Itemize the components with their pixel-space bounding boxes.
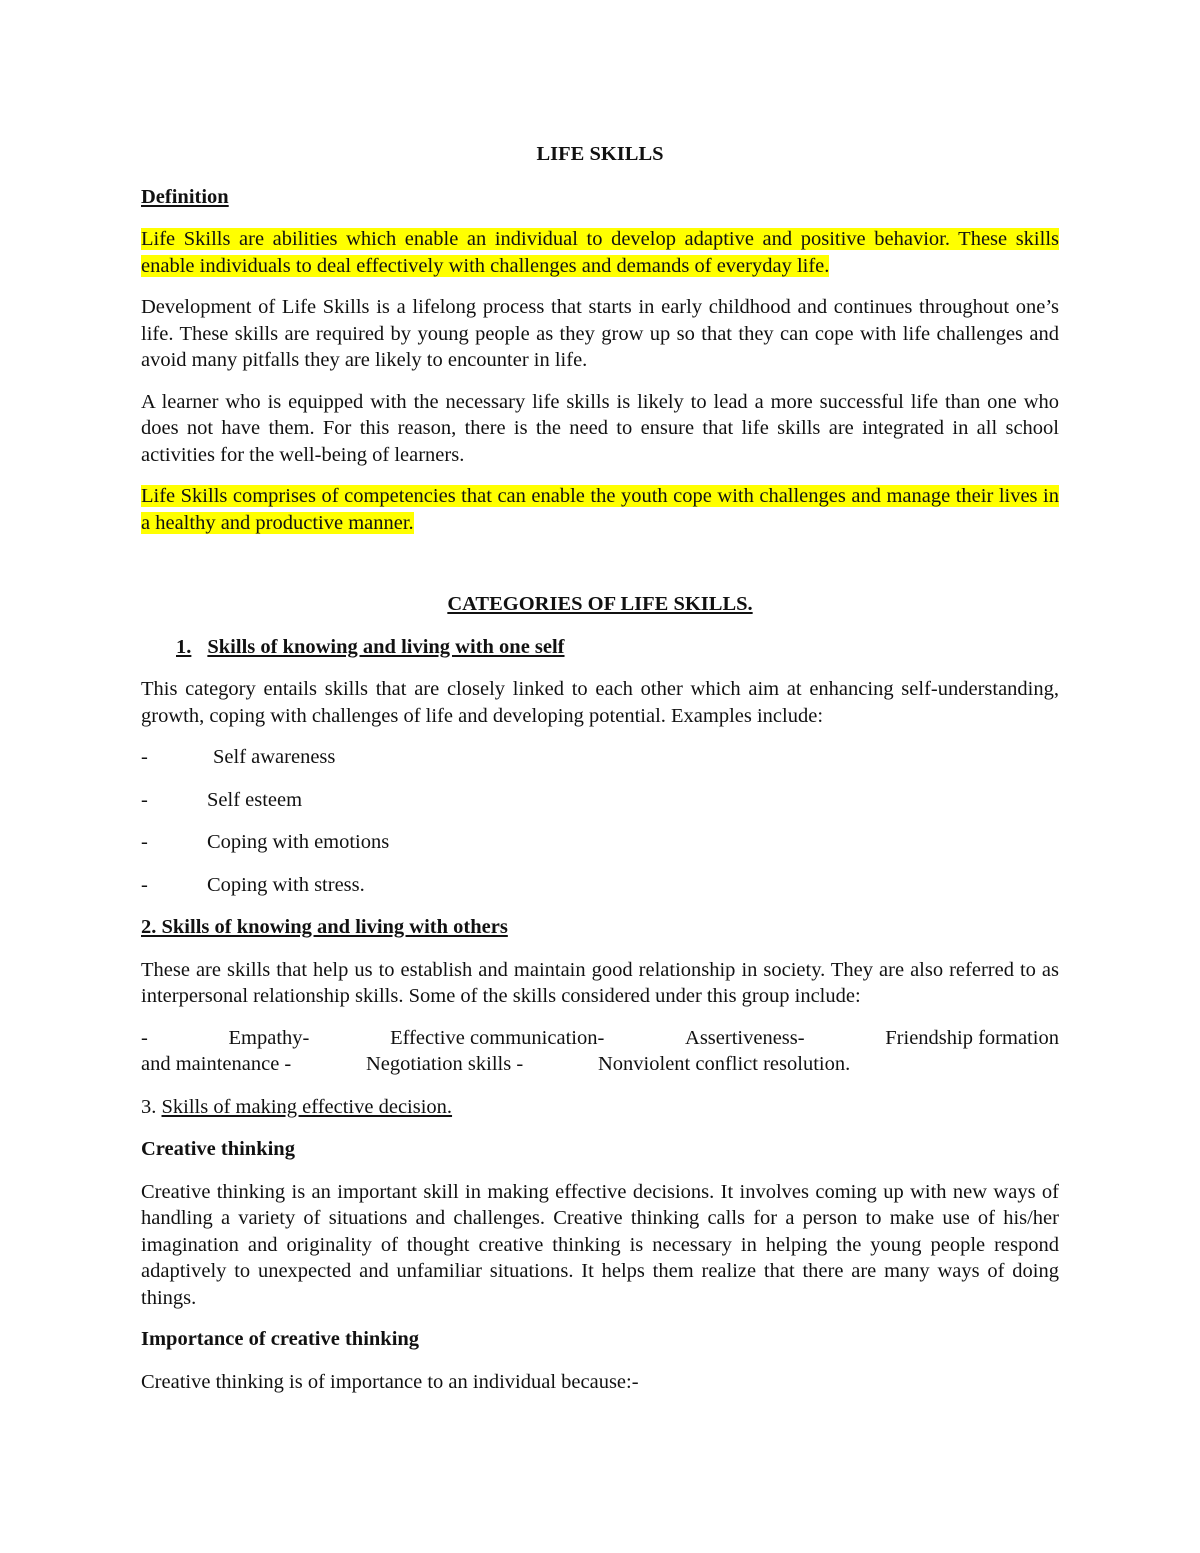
category-3-title: Skills of making effective decision.: [161, 1095, 453, 1118]
list-item: [141, 829, 1059, 856]
highlighted-text: Life Skills comprises of competencies that can enable the youth cope with challenges and manage their lives in a healthy and productive manner.: [141, 485, 1059, 534]
list-item-text: Coping with stress.: [207, 873, 365, 896]
competencies-paragraph-highlighted: [141, 483, 1059, 536]
category-1-number: 1.: [176, 635, 192, 658]
interpersonal-skills-list: [141, 1025, 1059, 1078]
category-1-paragraph: This category entails skills that are closely linked to each other which aim at enhancing self-understanding, growth, coping with challenges of life and developing potential. Examples include:: [141, 678, 1059, 727]
dash-bullet: -: [141, 873, 148, 896]
skill-item: Assertiveness-: [685, 1026, 805, 1049]
importance-heading: Importance of creative thinking: [141, 1328, 420, 1350]
development-paragraph: Development of Life Skills is a lifelong process that starts in early childhood and continues throughout one’s life. These skills are required by young people as they grow up so that they can cope with life challenges and avoid many pitfalls they are likely to encounter in life.: [141, 296, 1059, 371]
definition-heading: Definition: [141, 185, 229, 208]
list-item: [141, 872, 1059, 899]
skill-item: Negotiation skills -: [366, 1053, 524, 1075]
category-3-number: 3.: [141, 1095, 157, 1118]
skill-item: Friendship formation: [885, 1026, 1059, 1049]
creative-thinking-heading: Creative thinking: [141, 1138, 295, 1160]
skill-item: and maintenance -: [141, 1053, 292, 1075]
highlighted-text: Life Skills are abilities which enable an individual to develop adaptive and positive behavior. These skills enable individuals to deal effectively with challenges and demands of everyday life.: [141, 228, 1059, 277]
list-item: [141, 744, 1059, 771]
list-item-text: Self esteem: [207, 788, 303, 811]
creative-thinking-paragraph: Creative thinking is an important skill in making effective decisions. It involves coming up with new ways of handling a variety of situations and challenges. Creative thinking calls for a person to make use of his/her imagination and originality of thought creative thinking is necessary in helping the young people respond adaptively to unexpected and unfamiliar situations. It helps them realize that there are many ways of doing things.: [141, 1180, 1059, 1309]
section-spacer: [141, 551, 1059, 591]
categories-heading: CATEGORIES OF LIFE SKILLS.: [447, 593, 753, 615]
definition-paragraph-highlighted: [141, 226, 1059, 279]
dash-bullet: -: [141, 746, 148, 768]
skills-row-1: [141, 1025, 1059, 1052]
learner-paragraph: A learner who is equipped with the necessary life skills is likely to lead a more successful life than one who does not have them. For this reason, there is the need to ensure that life skills are integrated in all school activities for the well-being of learners.: [141, 390, 1059, 466]
list-item-text: Coping with emotions: [207, 831, 390, 853]
list-item: [141, 787, 1059, 814]
skills-row-2: [141, 1051, 1059, 1078]
skill-item: Nonviolent conflict resolution.: [598, 1053, 851, 1075]
list-item-text: Self awareness: [213, 746, 336, 768]
dash-bullet: -: [141, 831, 148, 853]
category-3-heading: [141, 1094, 1059, 1121]
document-body: [141, 141, 1059, 1410]
document-title: LIFE SKILLS: [536, 143, 664, 165]
importance-paragraph: Creative thinking is of importance to an individual because:-: [141, 1370, 639, 1393]
category-2-heading: 2. Skills of knowing and living with others: [141, 916, 508, 938]
skill-item: Effective communication-: [390, 1026, 605, 1049]
dash-bullet: -: [141, 788, 148, 811]
skill-item: Empathy-: [228, 1026, 310, 1049]
category-1-title: Skills of knowing and living with one self: [207, 635, 565, 658]
category-2-paragraph: These are skills that help us to establish and maintain good relationship in society. They are also referred to as interpersonal relationship skills. Some of the skills considered under this group include:: [141, 958, 1059, 1007]
skill-dash: -: [141, 1026, 148, 1049]
category-1-heading: [141, 634, 1059, 661]
